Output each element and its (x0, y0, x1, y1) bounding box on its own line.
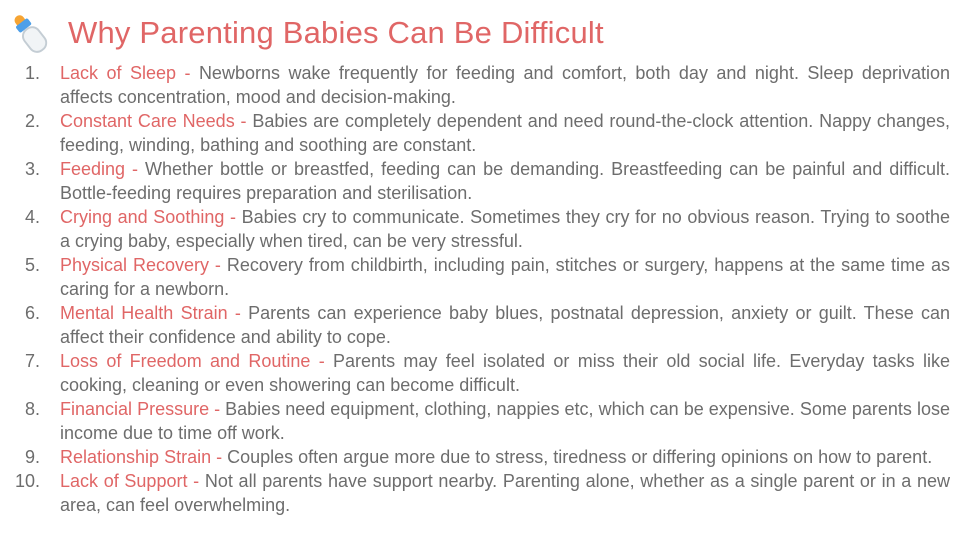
item-body: Recovery from childbirth, including pain, stitches or surgery, happens at the same time as caring for a newborn. (60, 255, 950, 299)
reasons-list (0, 61, 960, 517)
item-heading: Crying and Soothing - (60, 207, 236, 227)
item-text (60, 349, 950, 397)
list-item (0, 109, 960, 157)
item-heading: Constant Care Needs - (60, 111, 247, 131)
item-text (60, 157, 950, 205)
item-number: 6. (24, 303, 40, 323)
item-body: Couples often argue more due to stress, tiredness or differing opinions on how to parent. (227, 447, 933, 467)
list-item (0, 469, 960, 517)
list-item (0, 205, 960, 253)
item-text (60, 397, 950, 445)
header (0, 0, 960, 58)
item-number: 10. (14, 471, 40, 491)
list-item (0, 61, 960, 109)
item-text (60, 253, 950, 301)
item-body: Babies cry to communicate. Sometimes they cry for no obvious reason. Trying to soothe a crying baby, especially when tired, can be very stressful. (60, 207, 950, 251)
item-number: 5. (24, 255, 40, 275)
item-heading: Lack of Sleep - (60, 63, 191, 83)
item-body: Parents may feel isolated or miss their old social life. Everyday tasks like cooking, cleaning or even showering can become difficult. (60, 351, 951, 395)
item-number: 2. (24, 111, 40, 131)
item-body: Babies need equipment, clothing, nappies etc, which can be expensive. Some parents lose income due to time off work. (60, 399, 950, 443)
list-item (0, 349, 960, 397)
item-heading: Physical Recovery - (60, 255, 221, 275)
item-heading: Financial Pressure - (60, 399, 221, 419)
item-text (60, 301, 950, 349)
item-number: 8. (24, 399, 40, 419)
item-body: Newborns wake frequently for feeding and comfort, both day and night. Sleep deprivation affects concentration, mood and decision-making. (60, 63, 950, 107)
list-item (0, 157, 960, 205)
item-heading: Loss of Freedom and Routine - (60, 351, 325, 371)
list-item (0, 397, 960, 445)
item-heading: Lack of Support - (60, 471, 200, 491)
list-item (0, 253, 960, 301)
list-item (0, 301, 960, 349)
item-heading: Relationship Strain - (60, 447, 223, 467)
item-text (60, 109, 950, 157)
item-text (60, 469, 950, 517)
item-number: 7. (24, 351, 40, 371)
item-body: Not all parents have support nearby. Parenting alone, whether as a single parent or in a new area, can feel overwhelming. (60, 471, 950, 515)
item-body: Whether bottle or breastfed, feeding can be demanding. Breastfeeding can be painful and difficult. Bottle-feeding requires preparation and sterilisation. (60, 159, 950, 203)
page-title: Why Parenting Babies Can Be Difficult (68, 14, 604, 50)
baby-bottle-icon (8, 10, 54, 56)
item-number: 3. (24, 159, 40, 179)
item-number: 1. (24, 63, 40, 83)
item-number: 9. (24, 447, 40, 467)
item-text (60, 61, 950, 109)
item-heading: Feeding - (60, 159, 139, 179)
item-body: Parents can experience baby blues, postnatal depression, anxiety or guilt. These can affect their confidence and ability to cope. (60, 303, 950, 347)
item-text (60, 205, 950, 253)
item-body: Babies are completely dependent and need round-the-clock attention. Nappy changes, feeding, winding, bathing and soothing are constant. (60, 111, 950, 155)
list-item (0, 445, 960, 469)
item-text (60, 445, 950, 469)
item-heading: Mental Health Strain - (60, 303, 241, 323)
item-number: 4. (24, 207, 40, 227)
